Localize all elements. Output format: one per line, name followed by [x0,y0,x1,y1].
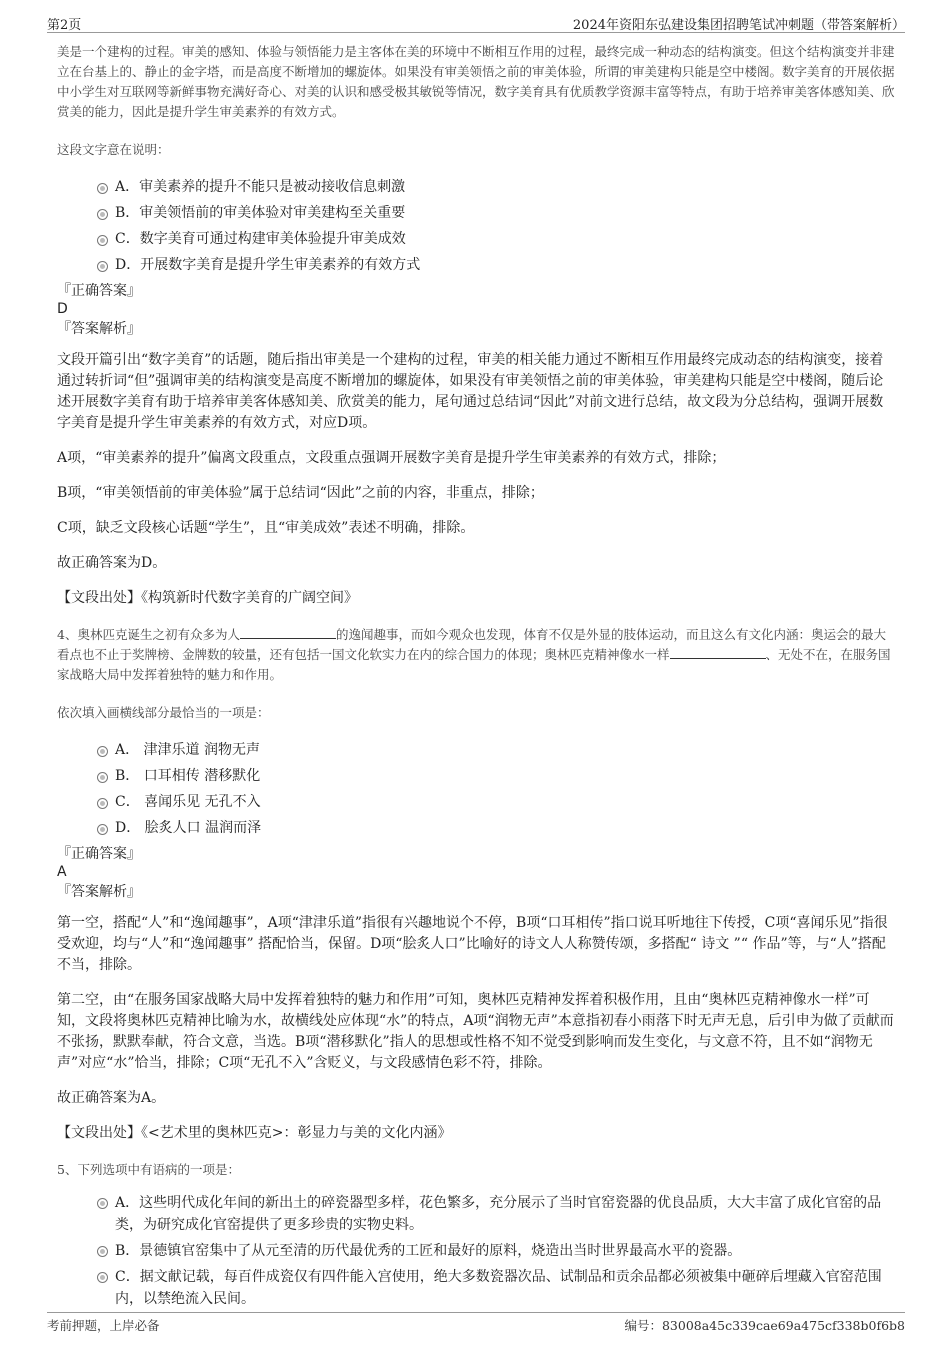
q4-analysis-p2: 第二空，由“在服务国家战略大局中发挥着独特的魅力和作用”可知，奥林匹克精神发挥着积极作用，且由“奥林匹克精神像水一样”可知，文段将奥林匹克精神比喻为水，故横线处应体现“水”的特点，A项“润物无声”本意指初春小雨落下时无声无息，后引申为做了贡献而不张扬，默默奉献，符合文意，当选。B项“潜移默化”指人的思想或性格不知不觉受到影响而发生变化，与文意不符，且不如“润物无声”对应“水”恰当，排除；C项“无孔不入”含贬义，与文段感情色彩不符，排除。 [57,992,894,1071]
q3-analysis-p1: 文段开篇引出“数字美育”的话题，随后指出审美是一个建构的过程，审美的相关能力通过不断相互作用最终完成动态的结构演变，接着通过转折词“但”强调审美的结构演变是高度不断增加的螺旋体，如果没有审美领悟之前的审美体验，审美建构只能是空中楼阁，随后论述开展数字美育有助于培养审美客体感知美、欣赏美的能力，尾句通过总结词“因此”对前文进行总结，故文段为分总结构，强调开展数字美育是提升学生审美素养的有效方式，对应D项。 [57,352,884,431]
footer-slogan: 考前押题，上岸必备 [47,1318,160,1333]
radio-icon[interactable] [97,183,108,194]
q4-analysis-label: 『答案解析』 [57,884,141,900]
q3-option-a[interactable]: A．审美素养的提升不能只是被动接收信息刺激 [97,174,895,200]
q4-option-d[interactable]: D． 脍炙人口 温润而泽 [97,815,895,841]
radio-icon[interactable] [97,824,108,835]
q4-option-b[interactable]: B． 口耳相传 潜移默化 [97,763,895,789]
q4-source: 【文段出处】《<艺术里的奥林匹克>：彰显力与美的文化内涵》 [57,1125,452,1141]
radio-icon[interactable] [97,1198,108,1209]
radio-icon[interactable] [97,1272,108,1283]
q3-analysis-label: 『答案解析』 [57,321,141,337]
radio-icon[interactable] [97,209,108,220]
q5-option-b[interactable]: B．景德镇官窑集中了从元至清的历代最优秀的工匠和最好的原料，烧造出当时世界最高水平的瓷器。 [97,1240,895,1262]
answer-blank-1 [240,626,336,639]
q3-option-d[interactable]: D．开展数字美育是提升学生审美素养的有效方式 [97,252,895,278]
q4-answer: A [57,864,67,880]
q4-option-c[interactable]: C． 喜闻乐见 无孔不入 [97,789,895,815]
q5-options [57,1192,895,1310]
q3-analysis-p2: A项，“审美素养的提升”偏离文段重点，文段重点强调开展数字美育是提升学生审美素养的有效方式，排除； [57,450,726,466]
q3-analysis-p3: B项，“审美领悟前的审美体验”属于总结词“因此”之前的内容，非重点，排除； [57,485,544,501]
page-footer [47,1312,905,1337]
document-id: 编号：83008a45c339cae69a475cf338b0f6b8 [624,1318,905,1333]
q3-answer-label: 『正确答案』 [57,283,141,299]
q4-analysis-p1: 第一空，搭配“人”和“逸闻趣事”，A项“津津乐道”指很有兴趣地说个不停，B项“口耳相传”指口说耳听地往下传授，C项“喜闻乐见”指很受欢迎，均与“人”和“逸闻趣事” 搭配恰当，保留。D项“脍炙人口”比喻好的诗文人人称赞传颂，多搭配“ 诗文 ”“ 作品”等，与“人”搭配不当，排除。 [57,915,888,973]
q4-option-a[interactable]: A． 津津乐道 润物无声 [97,737,895,763]
radio-icon[interactable] [97,798,108,809]
q3-option-c[interactable]: C．数字美育可通过构建审美体验提升审美成效 [97,226,895,252]
document-title: 2024年资阳东弘建设集团招聘笔试冲刺题（带答案解析） [572,18,905,33]
q4-answer-label: 『正确答案』 [57,846,141,862]
q5-stem: 5、下列选项中有语病的一项是： [57,1162,240,1177]
q3-answer: D [57,301,68,317]
q4-analysis-p3: 故正确答案为A。 [57,1090,166,1106]
q3-options [57,174,895,278]
page-content [57,42,895,1314]
q3-analysis-p4: C项，缺乏文段核心话题“学生”，且“审美成效”表述不明确，排除。 [57,520,475,536]
radio-icon[interactable] [97,235,108,246]
answer-blank-2 [670,646,766,659]
q4-stem: 4、奥林匹克诞生之初有众多为人 的逸闻趣事，而如今观众也发现，体育不仅是外显的肢体运动，而且这么有文化内涵：奥运会的最大看点也不止于奖牌榜、金牌数的较量，还有包括一国文化软实力在内的综合国力的体现；奥林匹克精神像水一样 、无处不在，在服务国家战略大局中发挥着独特的魅力和作用。 [57,627,891,682]
q3-option-b[interactable]: B．审美领悟前的审美体验对审美建构至关重要 [97,200,895,226]
radio-icon[interactable] [97,772,108,783]
q3-prompt: 这段文字意在说明： [57,142,170,157]
radio-icon[interactable] [97,261,108,272]
q3-source: 【文段出处】《构筑新时代数字美育的广阔空间》 [57,590,358,606]
page-number: 第2页 [47,18,82,33]
q5-option-c[interactable]: C．据文献记载，每百件成瓷仅有四件能入宫使用，绝大多数瓷器次品、试制品和贡余品都必须被集中砸碎后埋藏入官窑范围内，以禁绝流入民间。 [97,1266,895,1310]
radio-icon[interactable] [97,746,108,757]
q3-analysis-p5: 故正确答案为D。 [57,555,167,571]
q5-option-a[interactable]: A．这些明代成化年间的新出土的碎瓷器型多样，花色繁多，充分展示了当时官窑瓷器的优良品质，大大丰富了成化官窑的品类，为研究成化官窑提供了更多珍贵的实物史料。 [97,1192,895,1236]
radio-icon[interactable] [97,1246,108,1257]
q4-options [57,737,895,841]
q3-passage: 美是一个建构的过程。审美的感知、体验与领悟能力是主客体在美的环境中不断相互作用的过程，最终完成一种动态的结构演变。但这个结构演变并非建立在台基上的、静止的金字塔，而是高度不断增加的螺旋体。如果没有审美领悟之前的审美体验，所谓的审美建构只能是空中楼阁。数字美育的开展依据中小学生对互联网等新鲜事物充满好奇心、对美的认识和感受极其敏锐等情况，数字美育具有优质教学资源丰富等特点，有助于培养审美客体感知美、欣赏美的能力，因此是提升学生审美素养的有效方式。 [57,44,895,119]
q4-prompt: 依次填入画横线部分最恰当的一项是： [57,705,270,720]
page-header [47,12,905,33]
